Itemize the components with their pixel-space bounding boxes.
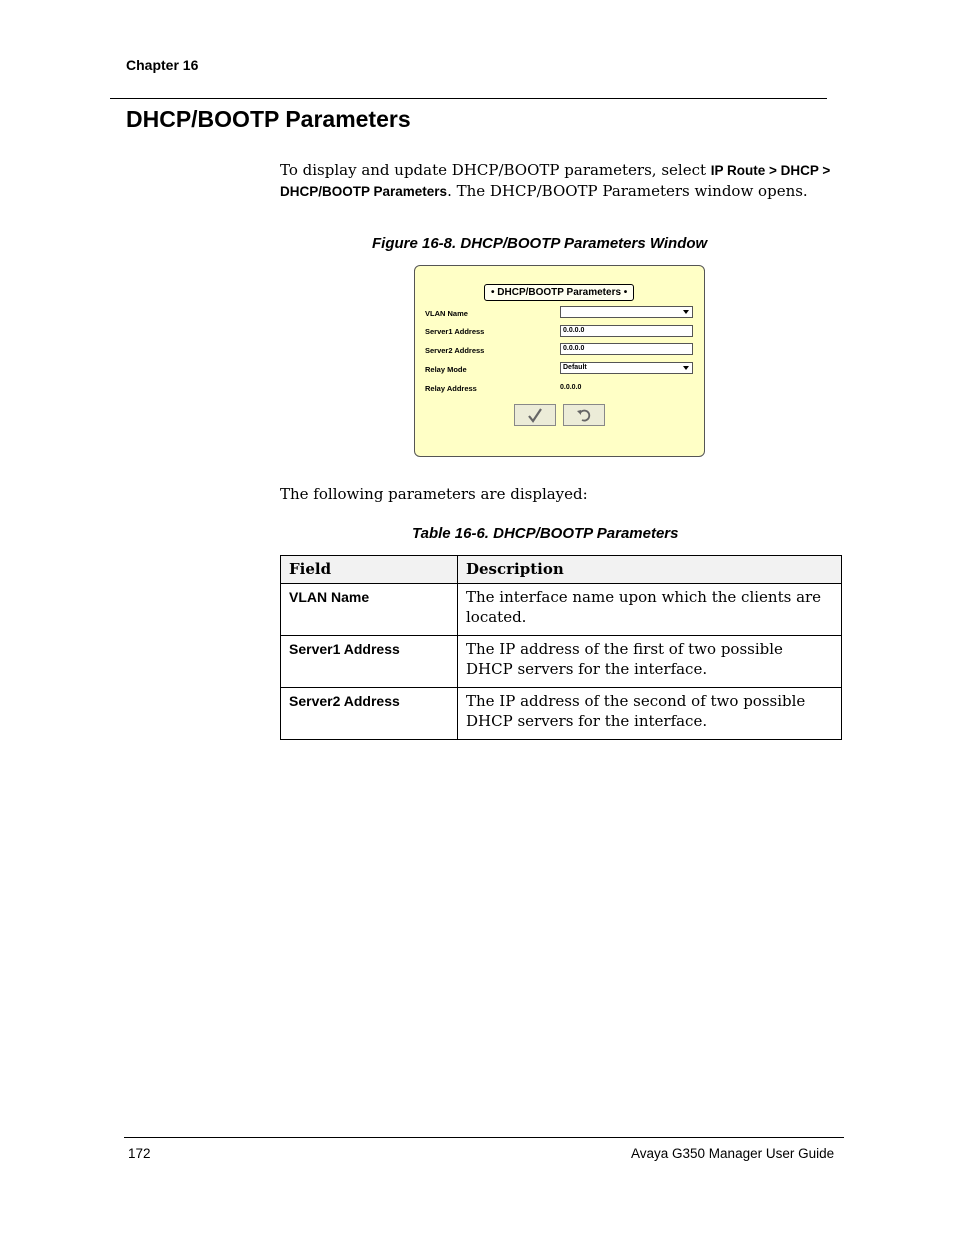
parameters-table xyxy=(280,555,842,740)
server1-address-label: Server1 Address xyxy=(425,327,485,336)
description-cell: The IP address of the second of two possible DHCP servers for the interface. xyxy=(458,688,842,740)
description-cell: The IP address of the first of two possible DHCP servers for the interface. xyxy=(458,636,842,688)
footer-rule xyxy=(124,1137,844,1138)
relay-mode-value: Default xyxy=(563,364,587,371)
server2-address-input[interactable]: 0.0.0.0 xyxy=(560,343,693,355)
undo-button[interactable] xyxy=(563,404,605,426)
chapter-header: Chapter 16 xyxy=(126,57,199,73)
dropdown-arrow-icon[interactable] xyxy=(683,310,689,314)
description-cell: The interface name upon which the clients are located. xyxy=(458,584,842,636)
table-row xyxy=(281,688,842,740)
intro-paragraph xyxy=(280,160,845,202)
guide-title: Avaya G350 Manager User Guide xyxy=(631,1146,835,1161)
column-header-description: Description xyxy=(458,556,842,584)
checkmark-icon xyxy=(526,407,544,423)
field-cell: VLAN Name xyxy=(281,584,458,636)
header-rule xyxy=(110,98,827,99)
relay-mode-select[interactable] xyxy=(560,362,693,374)
menu-path: IP Route > DHCP > DHCP/BOOTP Parameters xyxy=(280,163,831,199)
figure-caption: Figure 16-8. DHCP/BOOTP Parameters Window xyxy=(372,235,708,252)
field-cell: Server1 Address xyxy=(281,636,458,688)
table-header-row xyxy=(281,556,842,584)
relay-mode-label: Relay Mode xyxy=(425,365,467,374)
apply-button[interactable] xyxy=(514,404,556,426)
page-number: 172 xyxy=(128,1146,151,1161)
relay-address-value: 0.0.0.0 xyxy=(560,384,582,391)
window-title: • DHCP/BOOTP Parameters • xyxy=(484,284,634,301)
server2-address-label: Server2 Address xyxy=(425,346,485,355)
undo-icon xyxy=(575,407,593,423)
following-parameters-text: The following parameters are displayed: xyxy=(280,485,588,503)
intro-text-after: . The DHCP/BOOTP Parameters window opens. xyxy=(447,182,808,200)
vlan-name-select[interactable] xyxy=(560,306,693,318)
column-header-field: Field xyxy=(281,556,458,584)
section-title: DHCP/BOOTP Parameters xyxy=(126,106,411,132)
intro-text-before: To display and update DHCP/BOOTP parameters, select xyxy=(280,161,711,179)
table-row xyxy=(281,636,842,688)
dropdown-arrow-icon[interactable] xyxy=(683,366,689,370)
relay-address-label: Relay Address xyxy=(425,384,477,393)
table-row xyxy=(281,584,842,636)
server1-address-input[interactable]: 0.0.0.0 xyxy=(560,325,693,337)
vlan-name-label: VLAN Name xyxy=(425,309,468,318)
table-caption: Table 16-6. DHCP/BOOTP Parameters xyxy=(412,525,679,542)
dhcp-bootp-window-screenshot xyxy=(414,265,705,457)
field-cell: Server2 Address xyxy=(281,688,458,740)
